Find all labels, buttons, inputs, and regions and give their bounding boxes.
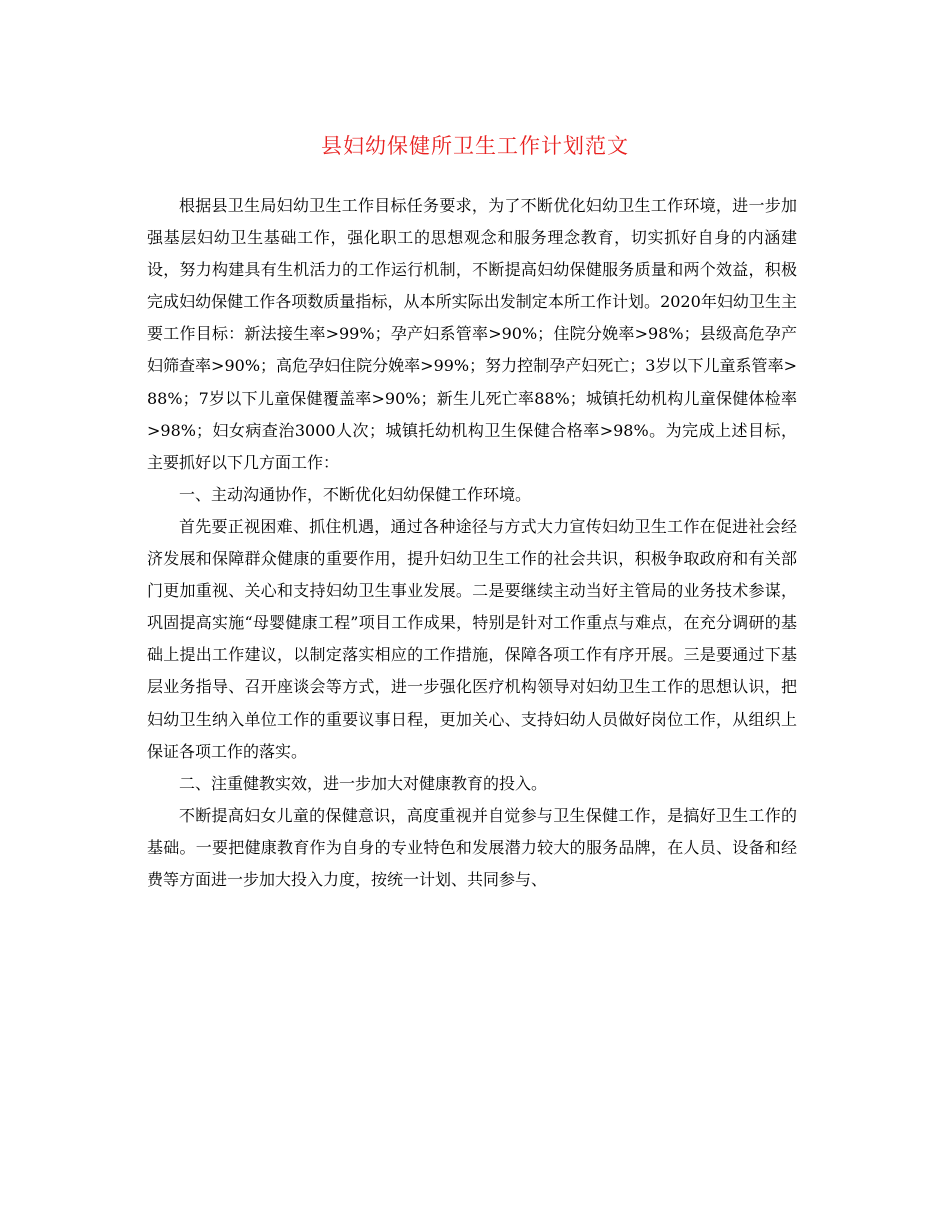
paragraph-intro: 根据县卫生局妇幼卫生工作目标任务要求，为了不断优化妇幼卫生工作环境，进一步加强基层妇幼卫生基础工作，强化职工的思想观念和服务理念教育，切实抓好自身的内涵建设，努力构建具有生机活力的工作运行机制，不断提高妇幼保健服务质量和两个效益，积极完成妇幼保健工作各项数质量指标，从本所实际出发制定本所工作计划。2020年妇幼卫生主要工作目标：新法接生率>99%；孕产妇系管率>90%；住院分娩率>98%；县级高危孕产妇筛查率>90%；高危孕妇住院分娩率>99%；努力控制孕产妇死亡；3岁以下儿童系管率>88%；7岁以下儿童保健覆盖率>90%；新生儿死亡率88%；城镇托幼机构儿童保健体检率>98%；妇女病查治3000人次；城镇托幼机构卫生保健合格率>98%。为完成上述目标，主要抓好以下几方面工作： xyxy=(147,196,797,472)
document-body xyxy=(147,190,797,896)
paragraph-section-1: 首先要正视困难、抓住机遇，通过各种途径与方式大力宣传妇幼卫生工作在促进社会经济发展和保障群众健康的重要作用，提升妇幼卫生工作的社会共识，积极争取政府和有关部门更加重视、关心和支持妇幼卫生事业发展。二是要继续主动当好主管局的业务技术参谋，巩固提高实施“母婴健康工程”项目工作成果，特别是针对工作重点与难点，在充分调研的基础上提出工作建议，以制定落实相应的工作措施，保障各项工作有序开展。三是要通过下基层业务指导、召开座谈会等方式，进一步强化医疗机构领导对妇幼卫生工作的思想认识，把妇幼卫生纳入单位工作的重要议事日程，更加关心、支持妇幼人员做好岗位工作，从组织上保证各项工作的落实。 xyxy=(147,516,797,761)
document-title: 县妇幼保健所卫生工作计划范文 xyxy=(321,134,629,158)
section-heading-2: 二、注重健教实效，进一步加大对健康教育的投入。 xyxy=(179,773,548,793)
section-heading-1: 一、主动沟通协作，不断优化妇幼保健工作环境。 xyxy=(179,484,532,504)
paragraph-section-2: 不断提高妇女儿童的保健意识，高度重视并自觉参与卫生保健工作，是搞好卫生工作的基础。一要把健康教育作为自身的专业特色和发展潜力较大的服务品牌，在人员、设备和经费等方面进一步加大投入力度，按统一计划、共同参与、 xyxy=(147,805,797,889)
